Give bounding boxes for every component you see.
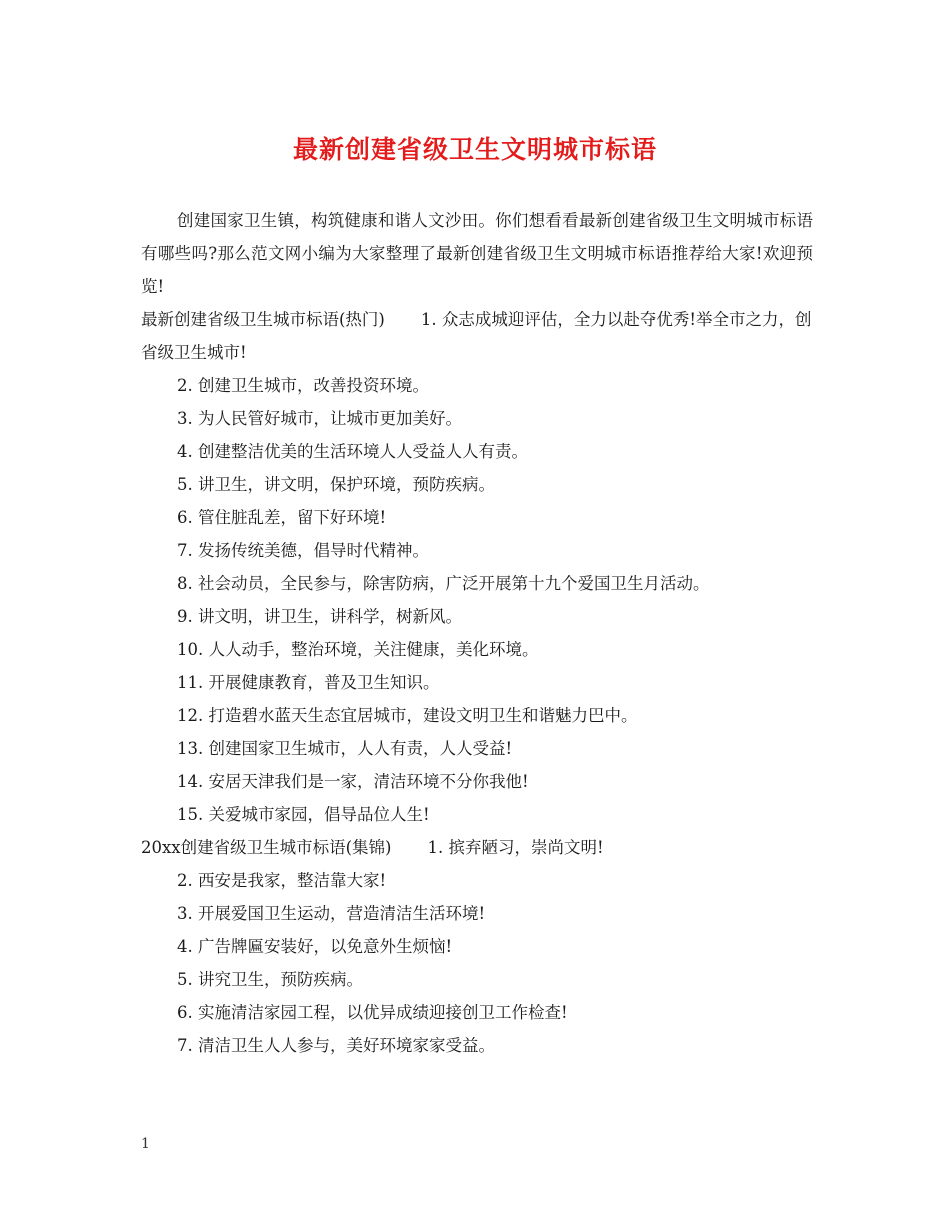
section-1-list: [141, 369, 813, 831]
list-item: 2. 创建卫生城市，改善投资环境。: [177, 376, 429, 395]
section-2-list: [141, 864, 813, 1062]
list-item: 11. 开展健康教育，普及卫生知识。: [177, 673, 440, 692]
list-item: 4. 广告牌匾安装好，以免意外生烦恼!: [177, 937, 453, 956]
section-1-first-item: 1. 众志成城迎评估，全力以赴夺优秀!举全市之力，创省级卫生城市!: [141, 310, 812, 362]
list-item: 15. 关爱城市家园，倡导品位人生!: [177, 805, 430, 824]
section-2-heading: 20xx创建省级卫生城市标语(集锦): [141, 838, 392, 857]
list-item: 14. 安居天津我们是一家，清洁环境不分你我他!: [177, 772, 529, 791]
list-item: 10. 人人动手，整治环境，关注健康，美化环境。: [177, 640, 539, 659]
intro-paragraph: 创建国家卫生镇，构筑健康和谐人文沙田。你们想看看最新创建省级卫生文明城市标语有哪些吗?那么范文网小编为大家整理了最新创建省级卫生文明城市标语推荐给大家!欢迎预览!: [141, 211, 813, 296]
list-item: 13. 创建国家卫生城市，人人有责，人人受益!: [177, 739, 513, 758]
list-item: 9. 讲文明，讲卫生，讲科学，树新风。: [177, 607, 462, 626]
list-item: 6. 管住脏乱差，留下好环境!: [177, 508, 387, 527]
page-number: 1: [141, 1136, 150, 1152]
list-item: 6. 实施清洁家园工程，以优异成绩迎接创卫工作检查!: [177, 1003, 568, 1022]
list-item: 3. 为人民管好城市，让城市更加美好。: [177, 409, 462, 428]
list-item: 7. 发扬传统美德，倡导时代精神。: [177, 541, 429, 560]
list-item: 5. 讲究卫生，预防疾病。: [177, 970, 363, 989]
list-item: 5. 讲卫生，讲文明，保护环境，预防疾病。: [177, 475, 495, 494]
section-2: [141, 831, 813, 864]
section-1: [141, 303, 813, 369]
list-item: 7. 清洁卫生人人参与，美好环境家家受益。: [177, 1036, 495, 1055]
list-item: 12. 打造碧水蓝天生态宜居城市，建设文明卫生和谐魅力巴中。: [177, 706, 638, 725]
list-item: 2. 西安是我家，整洁靠大家!: [177, 871, 387, 890]
list-item: 8. 社会动员，全民参与，除害防病，广泛开展第十九个爱国卫生月活动。: [177, 574, 710, 593]
document-body: [141, 204, 813, 1062]
section-2-first-item: 1. 摈弃陋习，崇尚文明!: [427, 838, 604, 857]
list-item: 4. 创建整洁优美的生活环境人人受益人人有责。: [177, 442, 528, 461]
section-1-heading: 最新创建省级卫生城市标语(热门): [141, 310, 385, 329]
page-title: 最新创建省级卫生文明城市标语: [292, 135, 657, 164]
list-item: 3. 开展爱国卫生运动，营造清洁生活环境!: [177, 904, 486, 923]
